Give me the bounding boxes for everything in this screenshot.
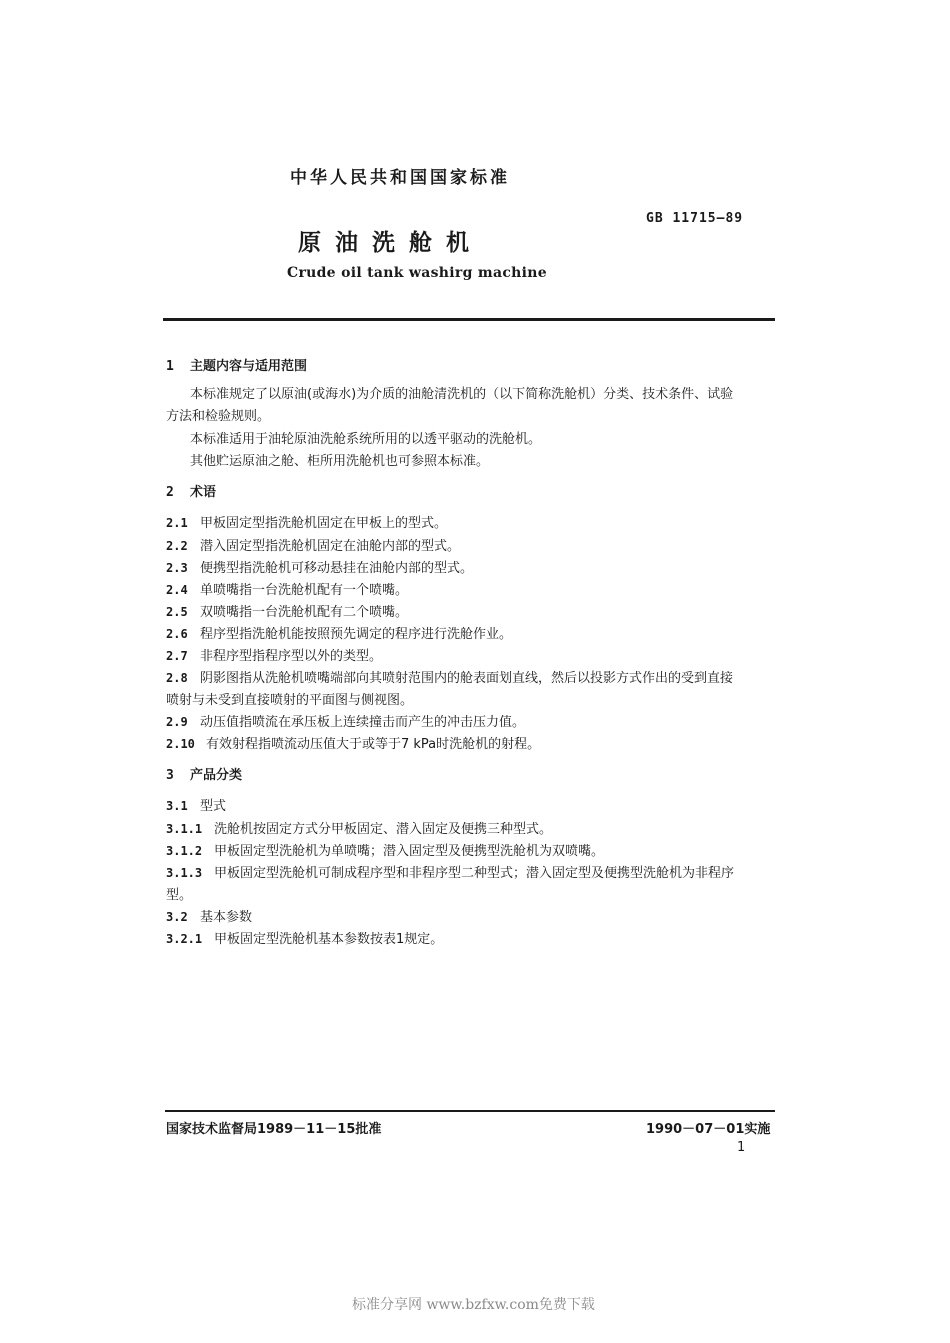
- classification-item: 3.1 型式: [166, 799, 227, 814]
- section-title: 产品分类: [190, 768, 243, 783]
- term-item: 2.1 甲板固定型指洗舱机固定在甲板上的型式。: [166, 516, 448, 531]
- term-item: 2.9 动压值指喷流在承压板上连续撞击而产生的冲击压力值。: [166, 715, 526, 730]
- top-divider: [163, 318, 775, 321]
- effective-date: 1990－07－01实施: [646, 1122, 771, 1137]
- classification-item-cont: 型。: [166, 888, 193, 903]
- watermark: 标准分享网 www.bzfxw.com免费下载: [352, 1297, 595, 1313]
- document-title: 原油洗舱机: [298, 230, 483, 256]
- section-3-heading: [166, 764, 242, 783]
- section-number: 2: [166, 485, 174, 500]
- section-1-paragraph-3: 其他贮运原油之舱、柜所用洗舱机也可参照本标准。: [190, 454, 490, 469]
- english-title: Crude oil tank washirg machine: [287, 265, 547, 281]
- page-number: 1: [737, 1140, 746, 1155]
- term-item: 2.6 程序型指洗舱机能按照预先调定的程序进行洗舱作业。: [166, 627, 513, 642]
- section-2-heading: [166, 481, 216, 500]
- term-item: 2.5 双喷嘴指一台洗舱机配有二个喷嘴。: [166, 605, 409, 620]
- classification-item: 3.1.3 甲板固定型洗舱机可制成程序型和非程序型二种型式；潜入固定型及便携型洗舱机为非程序: [166, 866, 735, 881]
- approval-date: 国家技术监督局1989－11－15批准: [166, 1122, 382, 1137]
- classification-item: 3.1.1 洗舱机按固定方式分甲板固定、潜入固定及便携三种型式。: [166, 822, 553, 837]
- classification-item: 3.1.2 甲板固定型洗舱机为单喷嘴；潜入固定型及便携型洗舱机为双喷嘴。: [166, 844, 605, 859]
- standard-number: GB 11715—89: [646, 211, 744, 226]
- term-item: 2.3 便携型指洗舱机可移动悬挂在油舱内部的型式。: [166, 561, 474, 576]
- bottom-divider: [165, 1110, 775, 1112]
- term-item: 2.10 有效射程指喷流动压值大于或等于7 kPa时洗舱机的射程。: [166, 737, 541, 752]
- term-item: 2.4 单喷嘴指一台洗舱机配有一个喷嘴。: [166, 583, 409, 598]
- classification-item: 3.2 基本参数: [166, 910, 253, 925]
- section-1-paragraph-2: 本标准适用于油轮原油洗舱系统所用的以透平驱动的洗舱机。: [190, 432, 542, 447]
- section-1-paragraph-1: 本标准规定了以原油(或海水)为介质的油舱清洗机的（以下简称洗舱机）分类、技术条件、试验: [190, 387, 734, 402]
- section-title: 主题内容与适用范围: [190, 359, 308, 374]
- section-number: 1: [166, 359, 174, 374]
- classification-item: 3.2.1 甲板固定型洗舱机基本参数按表1规定。: [166, 932, 444, 947]
- term-item: 2.2 潜入固定型指洗舱机固定在油舱内部的型式。: [166, 539, 461, 554]
- section-number: 3: [166, 768, 174, 783]
- term-item: 2.8 阴影图指从洗舱机喷嘴端部向其喷射范围内的舱表面划直线，然后以投影方式作出的受到直接: [166, 671, 734, 686]
- term-item: 2.7 非程序型指程序型以外的类型。: [166, 649, 383, 664]
- section-1-heading: [166, 355, 307, 374]
- term-item-cont: 喷射与未受到直接喷射的平面图与侧视图。: [166, 693, 414, 708]
- national-standard-header: 中华人民共和国国家标准: [290, 168, 510, 188]
- section-title: 术语: [190, 485, 217, 500]
- section-1-paragraph-1-cont: 方法和检验规则。: [166, 409, 271, 424]
